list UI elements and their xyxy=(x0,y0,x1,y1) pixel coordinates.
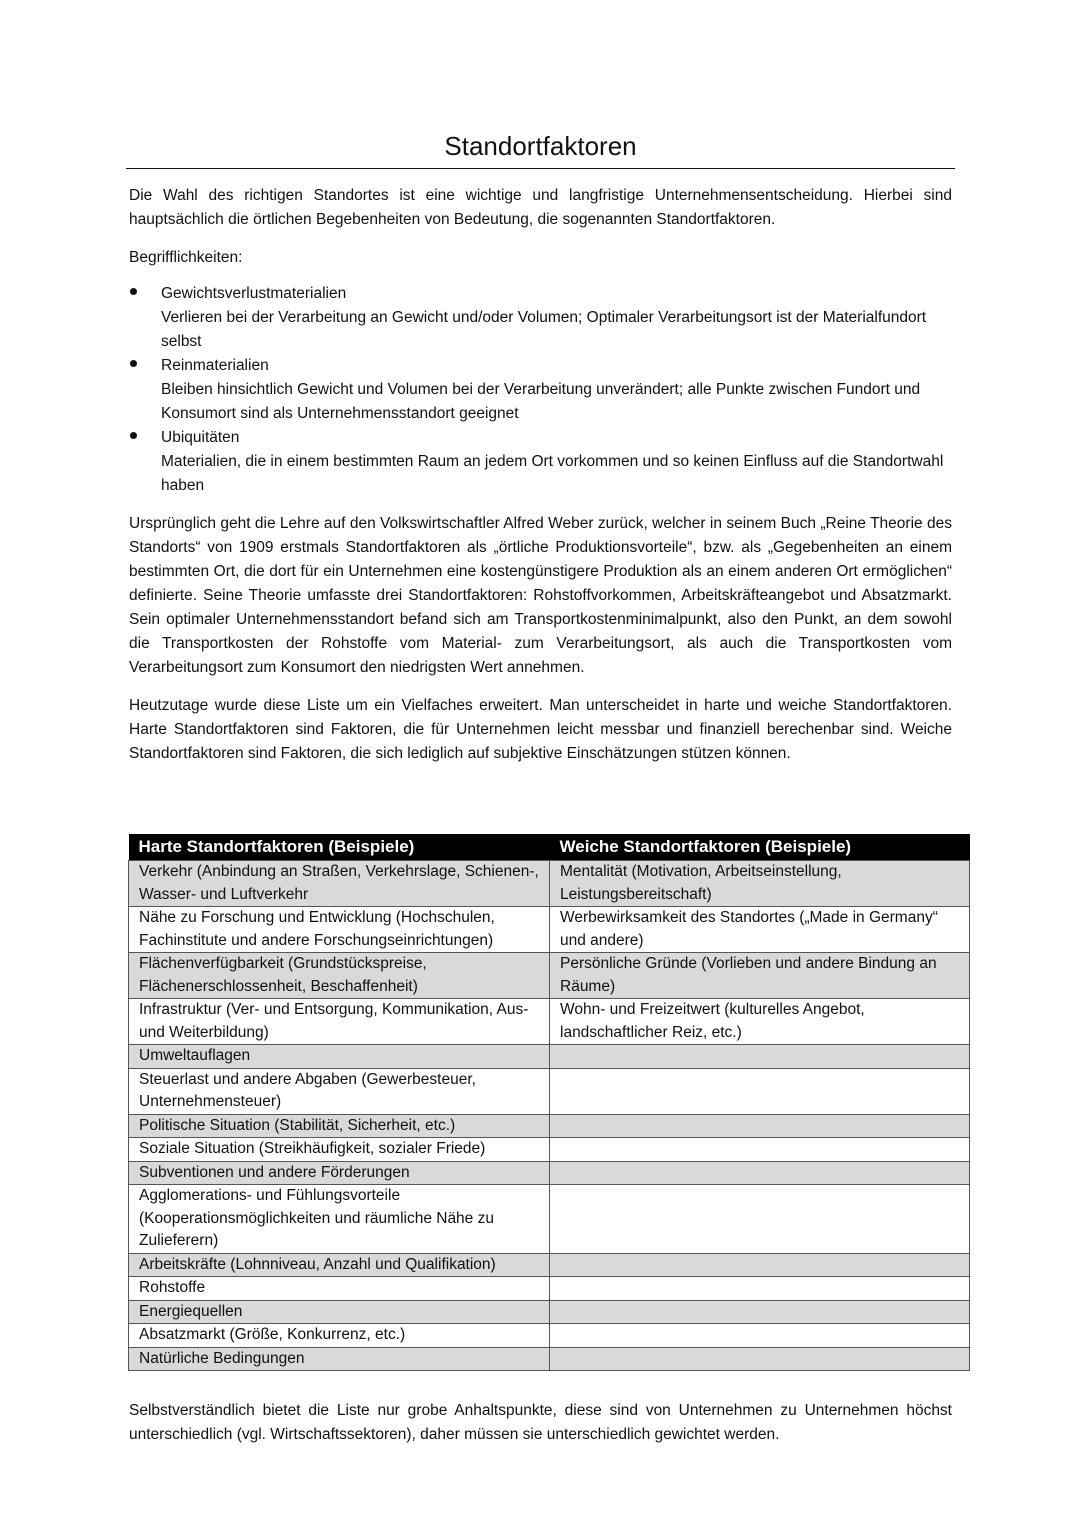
hard-factor-cell: Umweltauflagen xyxy=(129,1045,550,1069)
soft-factor-cell xyxy=(550,1185,970,1254)
header-soft-factors: Weiche Standortfaktoren (Beispiele) xyxy=(550,834,970,861)
weber-paragraph: Ursprünglich geht die Lehre auf den Volkswirtschaftler Alfred Weber zurück, welcher in seinem Buch „Reine Theorie des Standorts“ von 1909 erstmals Standortfaktoren als „örtliche Produktionsvorteile“, bzw. als „Gegebenheiten an einem bestimmten Ort, die dort für ein Unternehmen eine kostengünstigere Produktion als an einem anderen Ort ermöglichen“ definierte. Seine Theorie umfasste drei Standortfaktoren: Rohstoffvorkommen, Arbeitskräfteangebot und Absatzmarkt. Sein optimaler Unternehmensstandort befand sich am Transportkostenminimalpunkt, also den Punkt, an dem sowohl die Transportkosten der Rohstoffe vom Material- zum Verarbeitungsort, als auch die Transportkosten vom Verarbeitungsort zum Konsumort den niedrigsten Wert annehmen. xyxy=(129,515,952,676)
table-row xyxy=(129,1277,970,1301)
term-definition: Bleiben hinsichtlich Gewicht und Volumen bei der Verarbeitung unverändert; alle Punkte zwischen Fundort und Konsumort sind als Unternehmensstandort geeignet xyxy=(161,381,921,422)
table-row xyxy=(129,1114,970,1138)
bullet-icon xyxy=(129,354,137,378)
hard-factor-cell: Flächenverfügbarkeit (Grundstückspreise, Flächenerschlossenheit, Beschaffenheit) xyxy=(129,953,550,999)
table-row xyxy=(129,1347,970,1371)
term-name: Ubiquitäten xyxy=(161,429,240,446)
list-item xyxy=(129,426,952,498)
soft-factor-cell xyxy=(550,1300,970,1324)
bullet-icon xyxy=(129,426,137,450)
soft-factor-cell xyxy=(550,1161,970,1185)
soft-factor-cell: Mentalität (Motivation, Arbeitseinstellung, Leistungsbereitschaft) xyxy=(550,861,970,907)
soft-factor-cell xyxy=(550,1068,970,1114)
hard-factor-cell: Agglomerations- und Fühlungsvorteile (Kooperationsmöglichkeiten und räumliche Nähe zu Zulieferern) xyxy=(129,1185,550,1254)
hard-factor-cell: Soziale Situation (Streikhäufigkeit, sozialer Friede) xyxy=(129,1138,550,1162)
hard-factor-cell: Nähe zu Forschung und Entwicklung (Hochschulen, Fachinstitute und andere Forschungseinrichtungen) xyxy=(129,907,550,953)
hard-factor-cell: Energiequellen xyxy=(129,1300,550,1324)
soft-factor-cell xyxy=(550,1138,970,1162)
hard-factor-cell: Verkehr (Anbindung an Straßen, Verkehrslage, Schienen-, Wasser- und Luftverkehr xyxy=(129,861,550,907)
hard-factor-cell: Rohstoffe xyxy=(129,1277,550,1301)
list-item xyxy=(129,354,952,426)
soft-factor-cell xyxy=(550,1324,970,1348)
table-row xyxy=(129,1324,970,1348)
today-paragraph: Heutzutage wurde diese Liste um ein Vielfaches erweitert. Man unterscheidet in harte und weiche Standortfaktoren. Harte Standortfaktoren sind Faktoren, die für Unternehmen leicht messbar und finanziell berechenbar sind. Weiche Standortfaktoren sind Faktoren, die sich lediglich auf subjektive Einschätzungen stützen können. xyxy=(129,697,952,762)
hard-factor-cell: Politische Situation (Stabilität, Sicherheit, etc.) xyxy=(129,1114,550,1138)
term-name: Gewichtsverlustmaterialien xyxy=(161,285,347,302)
soft-factor-cell xyxy=(550,1045,970,1069)
table-row xyxy=(129,1068,970,1114)
soft-factor-cell xyxy=(550,1114,970,1138)
table-row xyxy=(129,1045,970,1069)
soft-factor-cell: Persönliche Gründe (Vorlieben und andere Bindung an Räume) xyxy=(550,953,970,999)
hard-factor-cell: Steuerlast und andere Abgaben (Gewerbesteuer, Unternehmensteuer) xyxy=(129,1068,550,1114)
soft-factor-cell: Werbewirksamkeit des Standortes („Made in Germany“ und andere) xyxy=(550,907,970,953)
closing-paragraph: Selbstverständlich bietet die Liste nur grobe Anhaltspunkte, diese sind von Unternehmen zu Unternehmen höchst unterschiedlich (vgl. Wirtschaftssektoren), daher müssen sie unterschiedlich gewichtet werden. xyxy=(129,1402,952,1443)
table-row xyxy=(129,861,970,907)
terms-list xyxy=(129,282,952,498)
hard-factor-cell: Natürliche Bedingungen xyxy=(129,1347,550,1371)
hard-factor-cell: Absatzmarkt (Größe, Konkurrenz, etc.) xyxy=(129,1324,550,1348)
soft-factor-cell xyxy=(550,1347,970,1371)
table-row xyxy=(129,1161,970,1185)
term-definition: Materialien, die in einem bestimmten Raum an jedem Ort vorkommen und so keinen Einfluss auf die Standortwahl haben xyxy=(161,453,944,494)
hard-factor-cell: Subventionen und andere Förderungen xyxy=(129,1161,550,1185)
table-row xyxy=(129,1138,970,1162)
terms-label: Begrifflichkeiten: xyxy=(129,249,243,266)
hard-factor-cell: Infrastruktur (Ver- und Entsorgung, Kommunikation, Aus- und Weiterbildung) xyxy=(129,999,550,1045)
document-body xyxy=(129,184,952,780)
header-hard-factors: Harte Standortfaktoren (Beispiele) xyxy=(129,834,550,861)
table-row xyxy=(129,1253,970,1277)
intro-paragraph: Die Wahl des richtigen Standortes ist eine wichtige und langfristige Unternehmensentscheidung. Hierbei sind hauptsächlich die örtlichen Begebenheiten von Bedeutung, die sogenannten Standortfaktoren. xyxy=(129,187,952,228)
soft-factor-cell xyxy=(550,1253,970,1277)
factors-table xyxy=(128,834,970,1371)
table-body xyxy=(129,861,970,1371)
soft-factor-cell xyxy=(550,1277,970,1301)
table-row xyxy=(129,999,970,1045)
table-header-row xyxy=(129,834,970,861)
table-row xyxy=(129,907,970,953)
table-row xyxy=(129,1185,970,1254)
page-title: Standortfaktoren xyxy=(126,128,955,169)
soft-factor-cell: Wohn- und Freizeitwert (kulturelles Angebot, landschaftlicher Reiz, etc.) xyxy=(550,999,970,1045)
table-row xyxy=(129,1300,970,1324)
list-item xyxy=(129,282,952,354)
bullet-icon xyxy=(129,282,137,306)
table-row xyxy=(129,953,970,999)
term-definition: Verlieren bei der Verarbeitung an Gewicht und/oder Volumen; Optimaler Verarbeitungsort ist der Materialfundort selbst xyxy=(161,309,927,350)
hard-factor-cell: Arbeitskräfte (Lohnniveau, Anzahl und Qualifikation) xyxy=(129,1253,550,1277)
term-name: Reinmaterialien xyxy=(161,357,269,374)
